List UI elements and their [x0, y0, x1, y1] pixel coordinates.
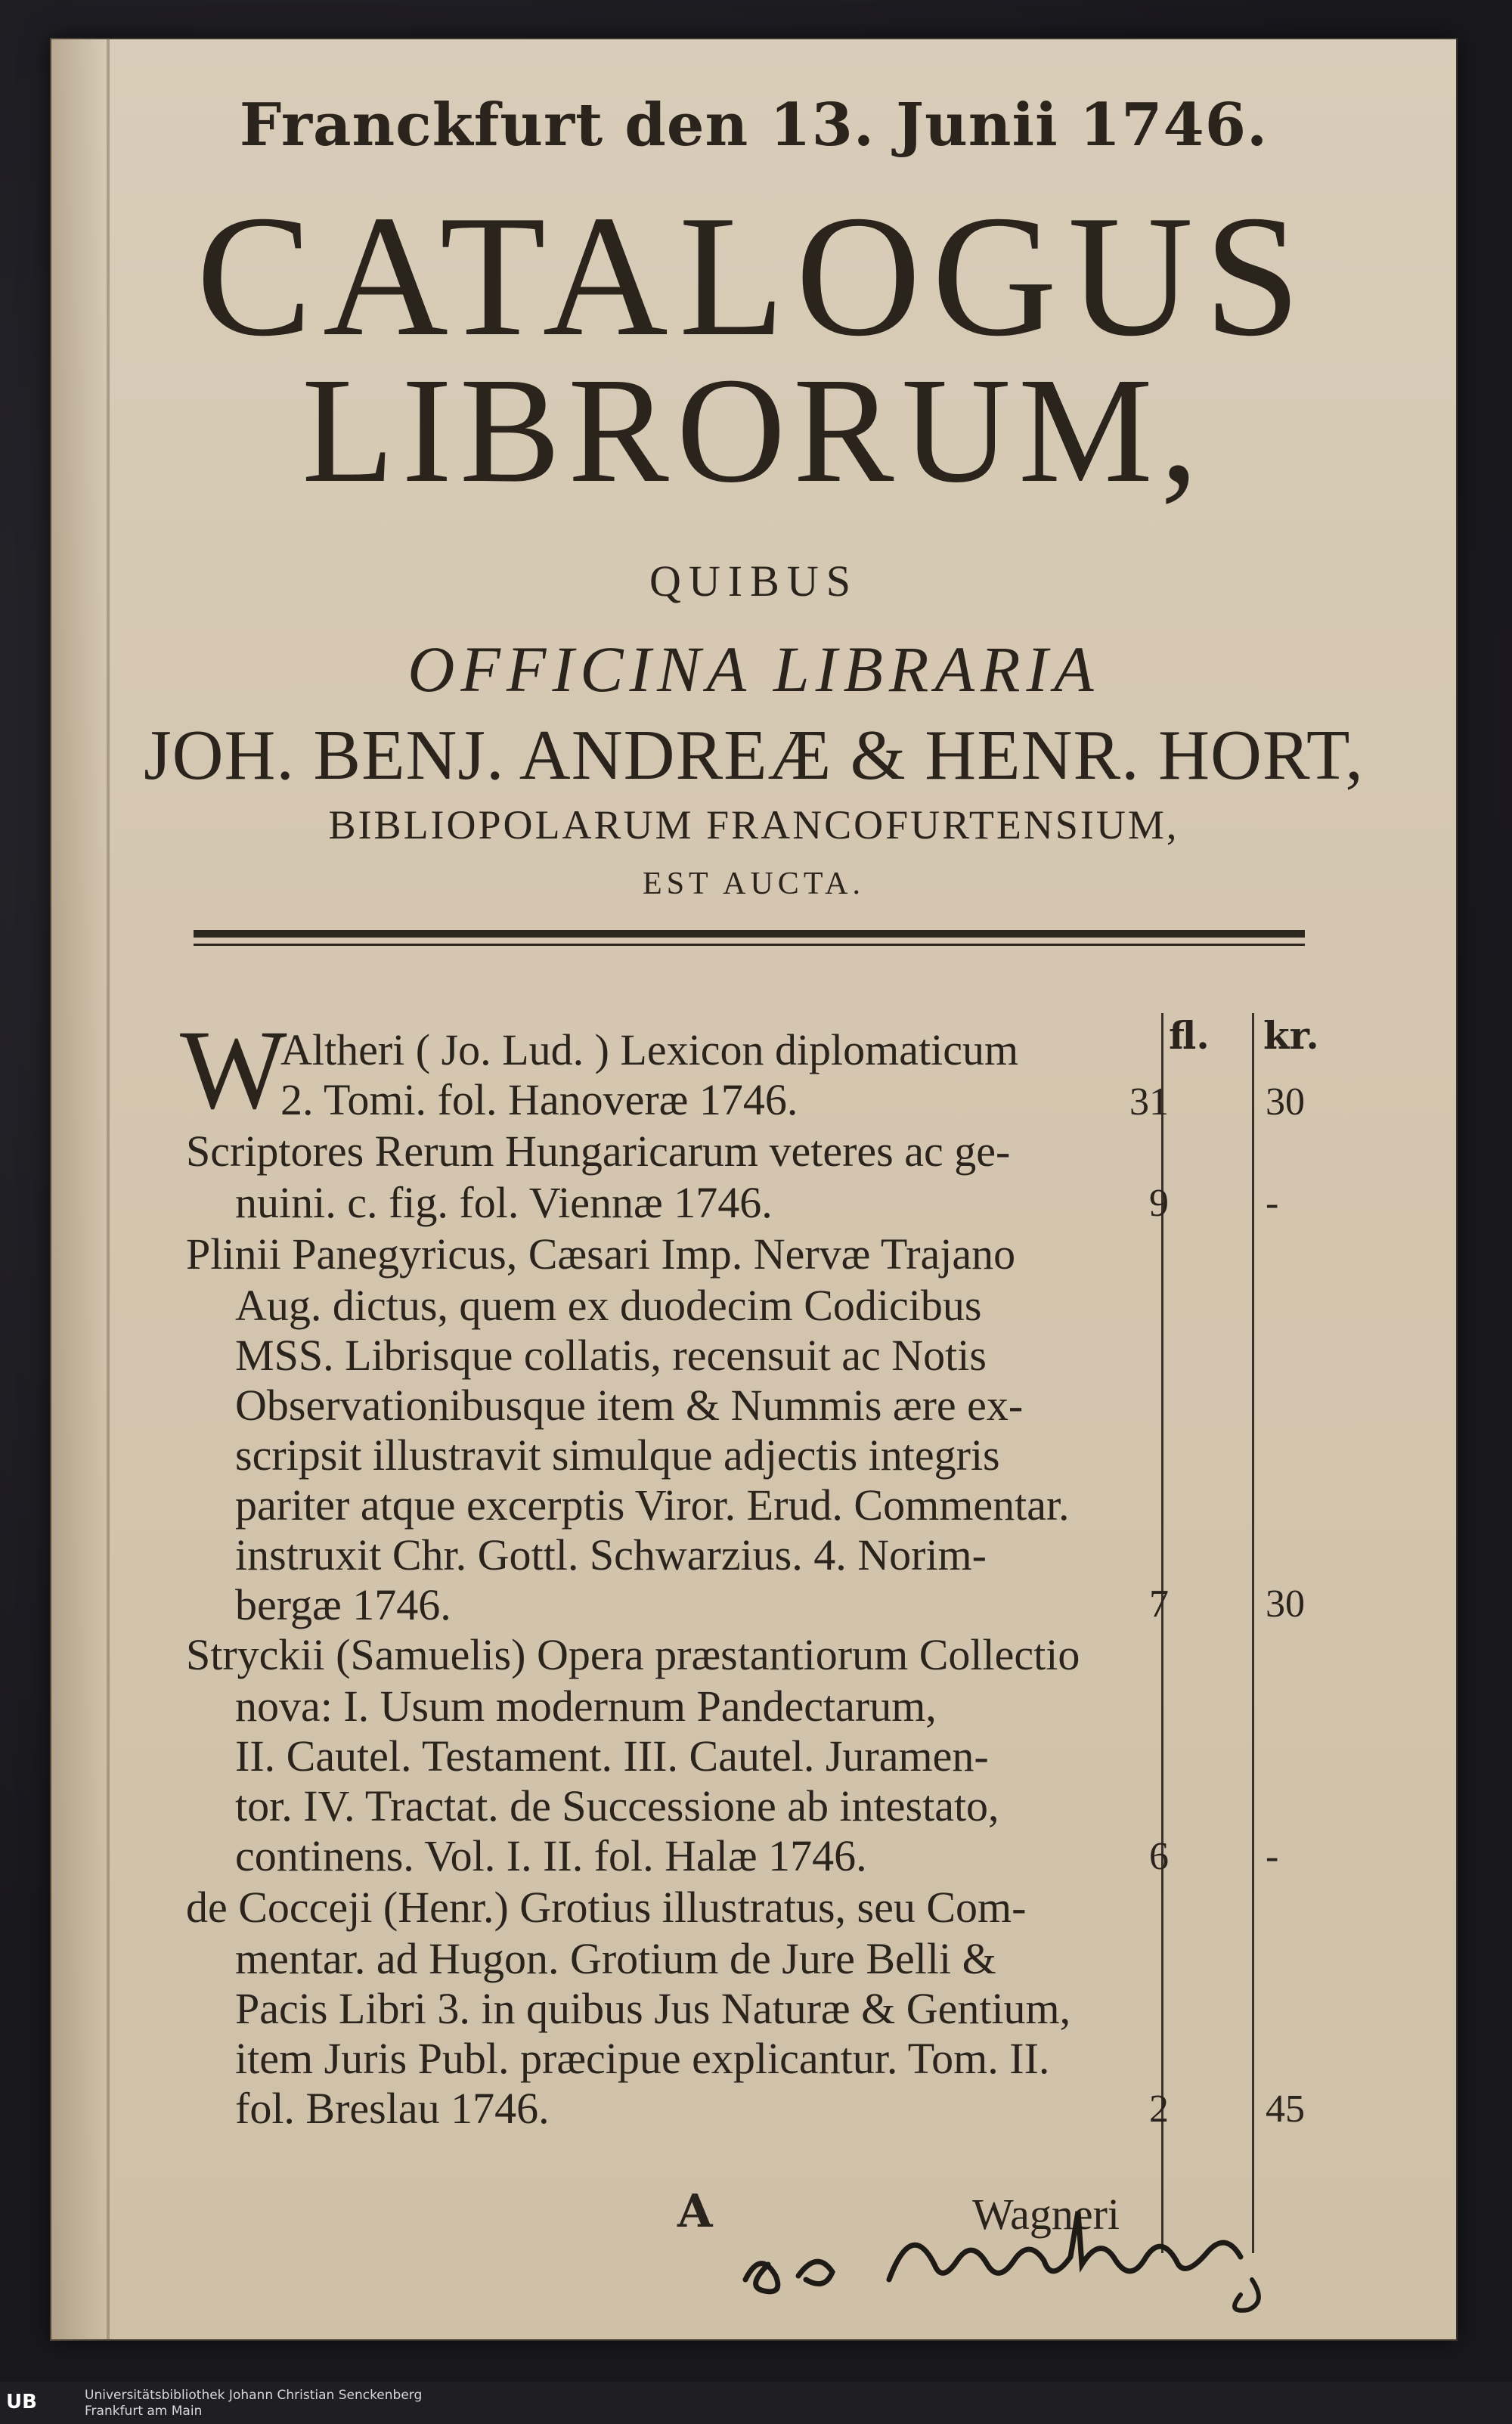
- entry-line: Scriptores Rerum Hungaricarum veteres ac ge-: [186, 1127, 1011, 1176]
- entry-line: II. Cautel. Testament. III. Cautel. Juramen-: [235, 1731, 989, 1781]
- subtitle-officina: OFFICINA LIBRARIA: [407, 633, 1100, 705]
- library-name: Universitätsbibliothek Johann Christian Senckenberg: [85, 2388, 423, 2403]
- price-kr: -: [1266, 1835, 1279, 1878]
- price-fl: 31: [1129, 1080, 1169, 1124]
- column-header-fl: fl.: [1169, 1013, 1210, 1058]
- entry-line: de Cocceji (Henr.) Grotius illustratus, seu Com-: [186, 1883, 1027, 1932]
- column-header-kr: kr.: [1263, 1013, 1319, 1058]
- entry-line: nova: I. Usum modernum Pandectarum,: [235, 1682, 937, 1731]
- price-fl: 6: [1149, 1835, 1169, 1878]
- entry-line: Aug. dictus, quem ex duodecim Codicibus: [235, 1281, 982, 1330]
- price-fl: 7: [1149, 1582, 1169, 1626]
- entry-line: item Juris Publ. præcipue explicantur. Tom. II.: [235, 2034, 1050, 2083]
- footer-bar: [0, 2382, 1512, 2424]
- publisher-guild: BIBLIOPOLARUM FRANCOFURTENSIUM,: [328, 802, 1179, 848]
- book-listing: [50, 1007, 1458, 2283]
- subtitle-est-aucta: EST AUCTA.: [643, 866, 865, 901]
- entry-line: mentar. ad Hugon. Grotium de Jure Belli &: [235, 1934, 996, 1983]
- entry-line: instruxit Chr. Gottl. Schwarzius. 4. Norim-: [235, 1530, 987, 1579]
- entry-line: bergæ 1746.: [235, 1580, 451, 1629]
- handwritten-signature: [730, 2208, 1320, 2321]
- catchword: Wagneri: [972, 2190, 1120, 2239]
- entry-line: nuini. c. fig. fol. Viennæ 1746.: [235, 1178, 773, 1227]
- signature-mark: A: [677, 2185, 713, 2238]
- title-rule-thin: [194, 944, 1305, 946]
- entry-line: MSS. Librisque collatis, recensuit ac Notis: [235, 1331, 987, 1380]
- entry-line: 2. Tomi. fol. Hanoveræ 1746.: [280, 1075, 798, 1124]
- entry-line: Pacis Libri 3. in quibus Jus Naturæ & Gentium,: [235, 1984, 1071, 2033]
- entry-line: continens. Vol. I. II. fol. Halæ 1746.: [235, 1831, 867, 1880]
- library-city: Frankfurt am Main: [85, 2404, 203, 2419]
- price-kr: 30: [1266, 1582, 1305, 1626]
- title-librorum: LIBRORUM,: [302, 347, 1206, 514]
- date-line: Franckfurt den 13. Junii 1746.: [239, 91, 1269, 160]
- entry-line: Stryckii (Samuelis) Opera præstantiorum Collectio: [186, 1630, 1080, 1679]
- subtitle-quibus: QUIBUS: [649, 556, 858, 606]
- price-kr: 30: [1266, 1080, 1305, 1124]
- title-rule-thick: [194, 930, 1305, 938]
- entry-line: scripsit illustravit simulque adjectis integris: [235, 1431, 1000, 1480]
- entry-line: tor. IV. Tractat. de Successione ab intestato,: [235, 1781, 999, 1830]
- price-kr: -: [1266, 1182, 1279, 1225]
- entry-line: Plinii Panegyricus, Cæsari Imp. Nervæ Trajano: [186, 1229, 1016, 1279]
- library-credit: [85, 2388, 422, 2420]
- entry-line: Altheri ( Jo. Lud. ) Lexicon diplomaticum: [280, 1025, 1019, 1074]
- price-fl: 9: [1149, 1182, 1169, 1225]
- price-kr: 45: [1266, 2088, 1305, 2131]
- title-catalogus: CATALOGUS: [196, 179, 1312, 372]
- entry-line: fol. Breslau 1746.: [235, 2084, 550, 2133]
- entry-line: Observationibusque item & Nummis ære ex-: [235, 1381, 1024, 1430]
- entry-line: pariter atque excerptis Viror. Erud. Commentar.: [235, 1480, 1070, 1530]
- drop-cap: W: [180, 1007, 287, 1133]
- library-logo: UB: [6, 2391, 37, 2413]
- publisher-names: JOH. BENJ. ANDREÆ & HENR. HORT,: [144, 716, 1364, 795]
- catalogue-page: [50, 38, 1458, 2341]
- price-fl: 2: [1149, 2088, 1169, 2131]
